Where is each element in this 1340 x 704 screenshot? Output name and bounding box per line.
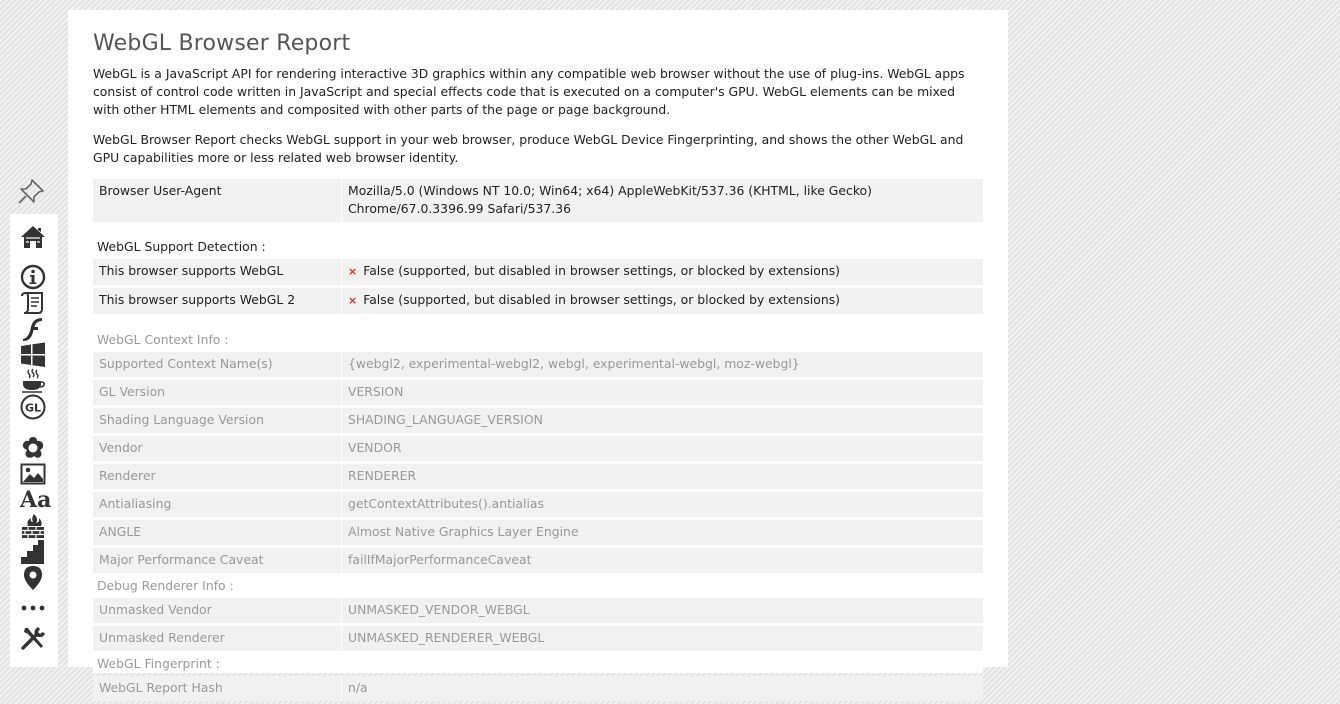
more-icon[interactable] (20, 595, 48, 621)
location-pin-icon[interactable] (20, 565, 48, 591)
table-row (93, 626, 983, 651)
flash-icon[interactable] (20, 316, 48, 342)
table-row (93, 520, 983, 545)
context-label: Vendor (93, 436, 342, 461)
intro-paragraph: WebGL is a JavaScript API for rendering interactive 3D graphics within any compatible web browser without the use of plug-ins. WebGL apps consist of control code written in JavaScript and special effects code that is executed on a computer's GPU. WebGL elements can be mixed with other HTML elements and composited with other parts of the page or page background. (93, 66, 965, 117)
support-label: This browser supports WebGL 2 (93, 288, 342, 314)
support-status: False (supported, but disabled in browser settings, or blocked by extensions) (363, 292, 840, 307)
windows-icon[interactable] (20, 342, 48, 368)
table-row (93, 408, 983, 433)
context-table (93, 321, 983, 704)
context-label: Shading Language Version (93, 408, 342, 433)
scroll-icon[interactable] (20, 290, 48, 316)
support-heading: WebGL Support Detection : (93, 231, 983, 256)
home-icon[interactable] (20, 224, 48, 250)
context-label: Renderer (93, 464, 342, 489)
debug-value: UNMASKED_VENDOR_WEBGL (342, 598, 983, 623)
debug-label: Unmasked Renderer (93, 626, 342, 651)
context-value: Almost Native Graphics Layer Engine (342, 520, 983, 545)
table-row (93, 598, 983, 623)
fingerprint-value: n/a (342, 676, 983, 701)
context-value: RENDERER (342, 464, 983, 489)
context-value: SHADING_LANGUAGE_VERSION (342, 408, 983, 433)
table-row (93, 492, 983, 517)
table-row (93, 464, 983, 489)
user-agent-table (93, 176, 983, 225)
description-paragraph: WebGL Browser Report checks WebGL support in your web browser, produce WebGL Device Fingerprinting, and shows the other WebGL and GPU capabilities more or less related web browser identity. (93, 132, 964, 165)
tools-icon[interactable] (20, 625, 48, 651)
cross-icon: × (348, 265, 358, 278)
firewall-icon[interactable] (20, 513, 48, 539)
table-row (93, 288, 983, 314)
stairs-icon[interactable] (20, 539, 48, 565)
context-value: VERSION (342, 380, 983, 405)
image-icon[interactable] (20, 461, 48, 487)
font-icon[interactable]: Aa (20, 487, 52, 513)
sidebar (10, 214, 58, 667)
debug-heading: Debug Renderer Info : (93, 576, 983, 595)
table-row (93, 548, 983, 573)
webgl-icon[interactable] (20, 394, 48, 420)
context-label: ANGLE (93, 520, 342, 545)
table-row (93, 352, 983, 377)
debug-label: Unmasked Vendor (93, 598, 342, 623)
flower-icon[interactable] (20, 435, 48, 461)
pin-icon[interactable] (14, 175, 48, 209)
svg-text:GL: GL (24, 401, 42, 415)
support-table (93, 228, 983, 317)
context-label: Supported Context Name(s) (93, 352, 342, 377)
context-value: failIfMajorPerformanceCaveat (342, 548, 983, 573)
context-label: GL Version (93, 380, 342, 405)
table-row (93, 179, 983, 222)
main-content (68, 10, 1008, 695)
context-label: Major Performance Caveat (93, 548, 342, 573)
support-value (342, 288, 983, 314)
context-label: Antialiasing (93, 492, 342, 517)
user-agent-label: Browser User-Agent (93, 179, 342, 222)
table-row (93, 380, 983, 405)
user-agent-value: Mozilla/5.0 (Windows NT 10.0; Win64; x64) AppleWebKit/537.36 (KHTML, like Gecko) Chrome/67.0.3396.99 Safari/537.36 (342, 179, 983, 222)
support-label: This browser supports WebGL (93, 259, 342, 285)
context-value: {webgl2, experimental-webgl2, webgl, experimental-webgl, moz-webgl} (342, 352, 983, 377)
info-icon[interactable] (20, 264, 48, 290)
debug-value: UNMASKED_RENDERER_WEBGL (342, 626, 983, 651)
support-status: False (supported, but disabled in browser settings, or blocked by extensions) (363, 263, 840, 278)
support-value (342, 259, 983, 285)
fingerprint-heading: WebGL Fingerprint : (93, 654, 983, 673)
table-row (93, 436, 983, 461)
java-cup-icon[interactable] (20, 368, 48, 394)
fingerprint-label: WebGL Report Hash (93, 676, 342, 701)
table-row (93, 259, 983, 285)
page-title: WebGL Browser Report (93, 31, 351, 56)
table-row (93, 676, 983, 701)
context-value: VENDOR (342, 436, 983, 461)
cross-icon: × (348, 294, 358, 307)
context-heading: WebGL Context Info : (93, 324, 983, 349)
context-value: getContextAttributes().antialias (342, 492, 983, 517)
